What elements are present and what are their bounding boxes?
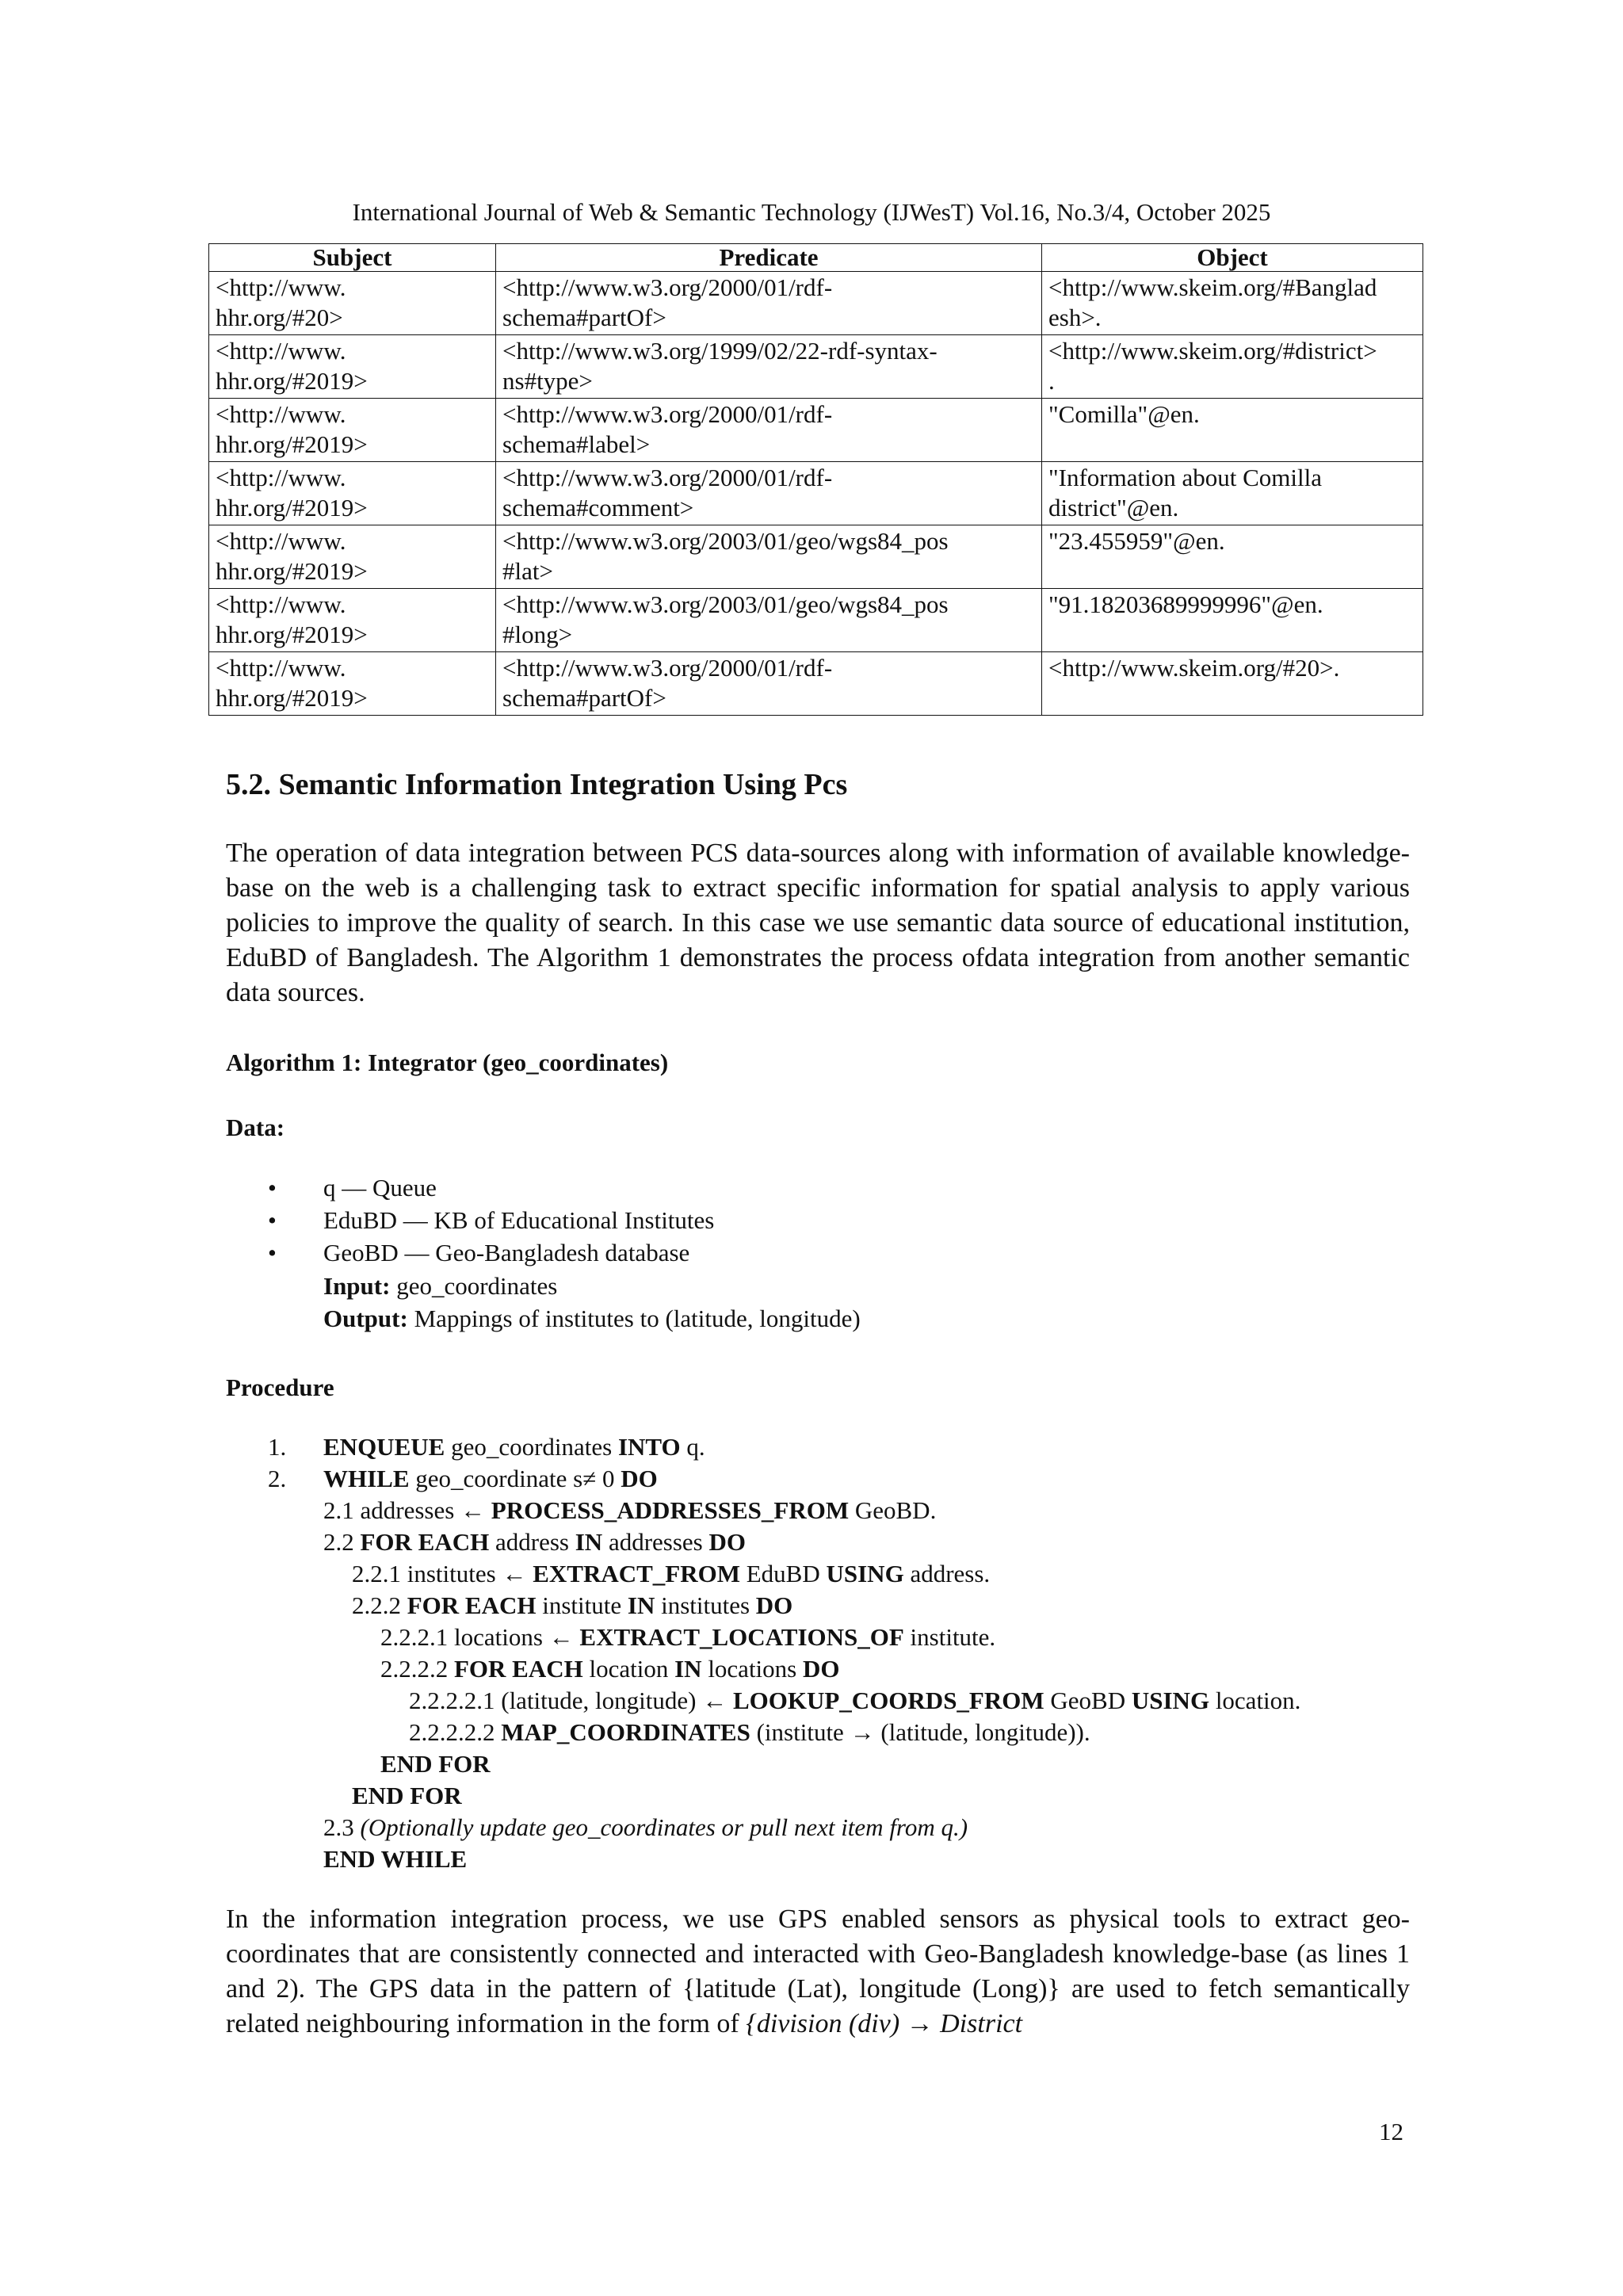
object-cell: <http://www.skeim.org/#Banglad esh>.	[1042, 272, 1423, 335]
input-output-block	[268, 1270, 861, 1335]
table-row	[209, 589, 1423, 652]
step-2-2: 2.2 FOR EACH address IN addresses DO	[323, 1528, 746, 1556]
rdf-triples-table	[208, 243, 1423, 716]
step-2-1: 2.1 addresses ← PROCESS_ADDRESSES_FROM GeoBD.	[323, 1496, 937, 1524]
table-row	[209, 399, 1423, 462]
algorithm-title: Algorithm 1: Integrator (geo_coordinates)	[226, 1049, 669, 1076]
end-while: END WHILE	[323, 1845, 468, 1873]
step-2-2-2-2: 2.2.2.2 FOR EACH location IN locations DO	[380, 1655, 840, 1683]
bullet-icon: •	[268, 1239, 277, 1266]
running-header: International Journal of Web & Semantic Technology (IJWesT) Vol.16, No.3/4, October 2025	[352, 198, 1271, 226]
table-row	[209, 272, 1423, 335]
bullet-icon: •	[268, 1174, 277, 1201]
subject-cell: <http://www. hhr.org/#2019>	[209, 652, 496, 716]
subject-cell: <http://www. hhr.org/#2019>	[209, 335, 496, 399]
subject-cell: <http://www. hhr.org/#2019>	[209, 462, 496, 525]
step-2-2-1: 2.2.1 institutes ← EXTRACT_FROM EduBD USING address.	[352, 1560, 991, 1587]
predicate-cell: <http://www.w3.org/2000/01/rdf- schema#comment>	[496, 462, 1042, 525]
object-cell: "Information about Comilla district"@en.	[1042, 462, 1423, 525]
input-line: Input: geo_coordinates	[323, 1272, 558, 1300]
column-header-subject: Subject	[209, 244, 496, 272]
subject-cell: <http://www. hhr.org/#20>	[209, 272, 496, 335]
object-cell: "23.455959"@en.	[1042, 525, 1423, 589]
section-heading: 5.2. Semantic Information Integration Using Pcs	[226, 768, 848, 801]
table-row	[209, 525, 1423, 589]
predicate-cell: <http://www.w3.org/1999/02/22-rdf-syntax- ns#type>	[496, 335, 1042, 399]
predicate-cell: <http://www.w3.org/2000/01/rdf- schema#partOf>	[496, 652, 1042, 716]
table-row	[209, 462, 1423, 525]
data-list	[268, 1171, 714, 1269]
step-2-2-2: 2.2.2 FOR EACH institute IN institutes DO	[352, 1591, 793, 1619]
output-line: Output: Mappings of institutes to (latitude, longitude)	[323, 1305, 861, 1332]
table-row	[209, 335, 1423, 399]
procedure-label: Procedure	[226, 1373, 334, 1401]
subject-cell: <http://www. hhr.org/#2019>	[209, 399, 496, 462]
step-2-2-2-1: 2.2.2.1 locations ← EXTRACT_LOCATIONS_OF institute.	[380, 1623, 996, 1651]
page-number: 12	[1379, 2118, 1403, 2145]
table-header-row	[209, 244, 1423, 272]
table-row	[209, 652, 1423, 716]
object-cell: "91.18203689999996"@en.	[1042, 589, 1423, 652]
data-label: Data:	[226, 1114, 285, 1141]
predicate-cell: <http://www.w3.org/2003/01/geo/wgs84_pos #lat>	[496, 525, 1042, 589]
body-paragraph: The operation of data integration between PCS data-sources along with information of available knowledge-base on the web is a challenging task to extract specific information for spatial analysis to apply various policies to improve the quality of search. In this case we use semantic data source of educational institution, EduBD of Bangladesh. The Algorithm 1 demonstrates the process ofdata integration from another semantic data sources.	[226, 839, 1410, 1007]
object-cell: "Comilla"@en.	[1042, 399, 1423, 462]
end-for-inner: END FOR	[380, 1750, 491, 1778]
object-cell: <http://www.skeim.org/#20>.	[1042, 652, 1423, 716]
body-paragraph: In the information integration process, we use GPS enabled sensors as physical tools to extract geo- coordinates that are consistently connected and interacted with Geo-Bangladesh knowledge-base (as lines 1 and 2). The GPS data in the pattern of {latitude (Lat), longitude (Long)} are used to fetch semantically related neighbouring information in the form of {division (div) → District	[226, 1904, 1410, 2038]
subject-cell: <http://www. hhr.org/#2019>	[209, 525, 496, 589]
list-item: • GeoBD — Geo-Bangladesh database	[268, 1236, 714, 1269]
step-2-2-2-2-1: 2.2.2.2.1 (latitude, longitude) ← LOOKUP_COORDS_FROM GeoBD USING location.	[409, 1687, 1301, 1714]
list-item: • EduBD — KB of Educational Institutes	[268, 1204, 714, 1236]
end-for-outer: END FOR	[352, 1782, 462, 1809]
step-2: 2. WHILE geo_coordinate s≠ 0 DO	[268, 1465, 658, 1492]
column-header-object: Object	[1042, 244, 1423, 272]
subject-cell: <http://www. hhr.org/#2019>	[209, 589, 496, 652]
list-item: • q — Queue	[268, 1171, 714, 1204]
bullet-icon: •	[268, 1206, 277, 1234]
step-2-2-2-2-2: 2.2.2.2.2 MAP_COORDINATES (institute → (latitude, longitude)).	[409, 1718, 1090, 1746]
object-cell: <http://www.skeim.org/#district> .	[1042, 335, 1423, 399]
step-2-3: 2.3 (Optionally update geo_coordinates or pull next item from q.)	[323, 1813, 968, 1841]
step-1: 1. ENQUEUE geo_coordinates INTO q.	[268, 1433, 705, 1461]
procedure-steps	[268, 1431, 1300, 1875]
predicate-cell: <http://www.w3.org/2000/01/rdf- schema#partOf>	[496, 272, 1042, 335]
predicate-cell: <http://www.w3.org/2003/01/geo/wgs84_pos #long>	[496, 589, 1042, 652]
predicate-cell: <http://www.w3.org/2000/01/rdf- schema#label>	[496, 399, 1042, 462]
column-header-predicate: Predicate	[496, 244, 1042, 272]
